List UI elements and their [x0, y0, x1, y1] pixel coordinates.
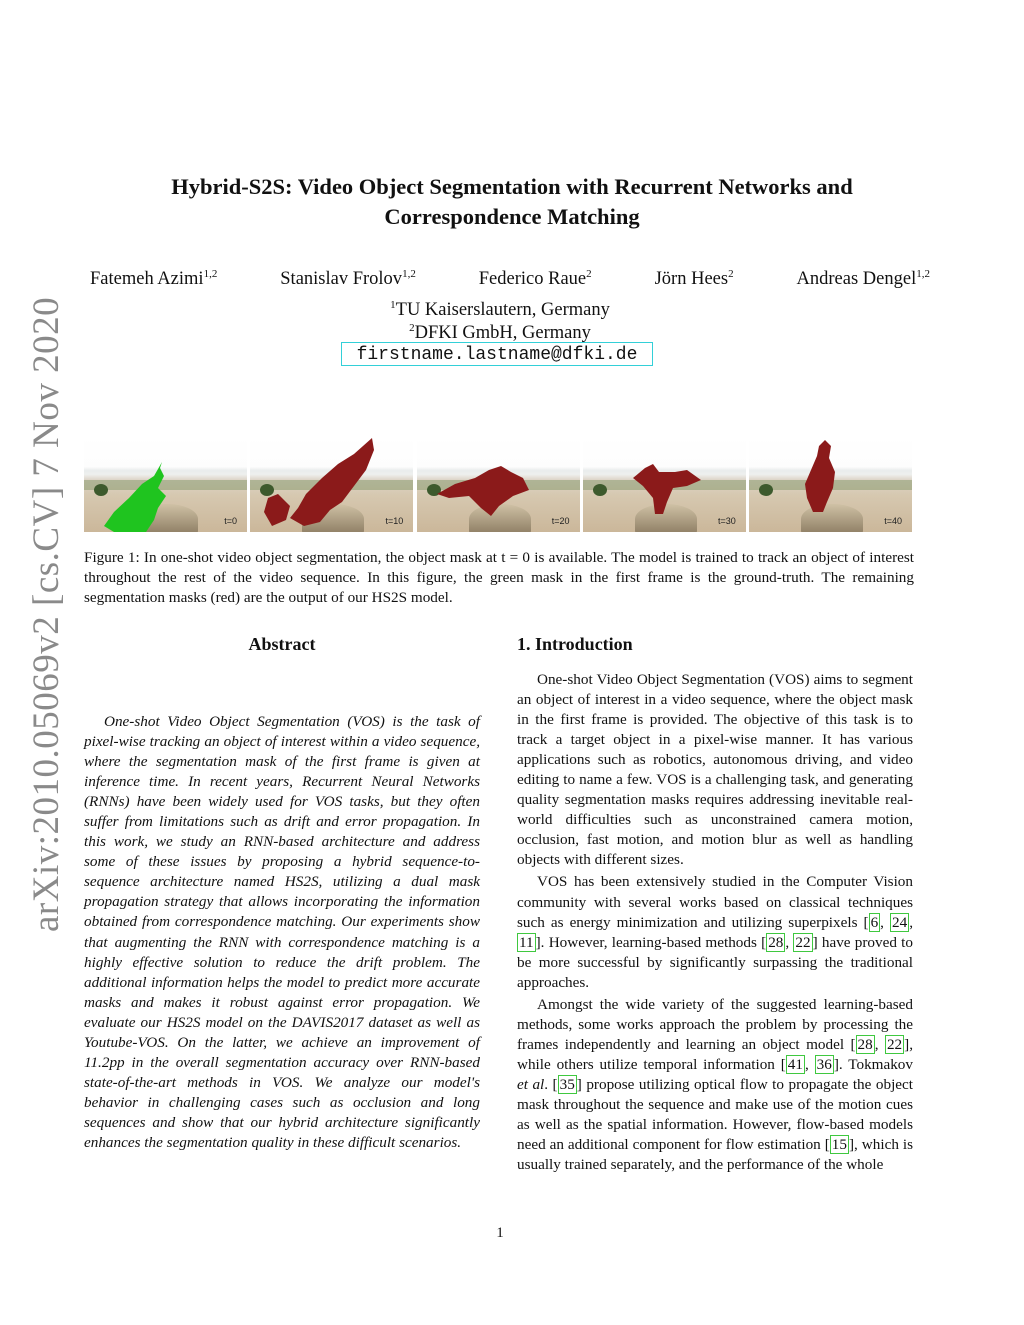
intro-paragraph: VOS has been extensively studied in the Computer Vision community with several works based on classical techniques such as energy minimization and utilizing superpixels [ 6 , 24 , 11 ]. However, learning-based methods [ 28 , 22 ] have proved to be more successful by significantly surpassing the traditional approaches. — [517, 873, 913, 991]
introduction-heading: 1. Introduction — [517, 634, 633, 654]
citation-link[interactable]: 24 — [892, 913, 908, 931]
citation-link[interactable]: 28 — [768, 933, 784, 951]
frame-label: t=10 — [385, 516, 404, 526]
intro-paragraph: Amongst the wide variety of the suggested learning-based methods, some works approach the problem by processing the frames independently and learning an object model [ 28 , 22 ], while others utilize temporal information [ 41 , 36 ]. Tokmakov et al. [ 35 ] propose utilizing optical flow to propagate the object mask throughout the sequence and make use of the motion cues as well as the spatial information. However, flow-based models need an additional component for flow estimation [ 15 ], which is usually trained separately, and the performance of the whole — [517, 995, 913, 1174]
figure-caption: Figure 1: In one-shot video object segmentation, the object mask at t = 0 is available. The model is trained to track an object of interest throughout the rest of the video sequence. In this figure, the green mask in the first frame is the ground-truth. The remaining segmentation masks (red) are the output of our HS2S model. — [84, 549, 914, 606]
author: Fatemeh Azimi$^{1,2}$ — [90, 268, 218, 290]
author: Andreas Dengel$^{1,2}$ — [796, 268, 930, 290]
frame-label: t=40 — [884, 516, 902, 526]
citation-link[interactable]: 6 — [870, 913, 879, 931]
frame-label: t=20 — [551, 516, 570, 526]
predicted-mask — [264, 438, 374, 526]
citation-link[interactable]: 15 — [831, 1136, 847, 1154]
author: Stanislav Frolov$^{1,2}$ — [280, 268, 416, 290]
video-frame — [84, 436, 247, 532]
affiliation: $^2$DFKI GmbH, Germany — [409, 322, 591, 344]
author: Federico Raue$^2$ — [478, 268, 592, 290]
video-frame — [583, 436, 746, 532]
abstract-paragraph: One-shot Video Object Segmentation (VOS) is the task of pixel-wise tracking an object of interest within a video sequence, where the segmentation mask of the first frame is given at inference time. In recent years, Recurrent Neural Networks (RNNs) have been widely used for VOS tasks, but they often suffer from limitations such as drift and error propagation. In this work, we study an RNN-based architecture and address some of these issues by proposing a hybrid sequence-to-sequence architecture named HS2S, utilizing a dual mask propagation strategy that allows incorporating the information obtained from correspondence matching. Our experiments show that augmenting the RNN with correspondence matching is a highly effective solution to reduce the drift problem. The additional information helps the model to predict more accurate masks and makes it robust against error propagation. We evaluate our HS2S model on the DAVIS2017 dataset as well as Youtube-VOS. On the latter, we achieve an improvement of 11.2pp in the overall segmentation accuracy over RNN-based state-of-the-art methods in VOS. We analyze our model's behavior in challenging cases such as occlusion and long sequences and show that our hybrid architecture significantly enhances the segmentation quality in these difficult scenarios. — [84, 713, 480, 1151]
citation-link[interactable]: 35 — [559, 1075, 575, 1093]
video-frame — [417, 436, 580, 532]
citation-link[interactable]: 41 — [787, 1055, 803, 1073]
video-frame — [749, 436, 912, 532]
green-mask-bird — [84, 436, 247, 532]
citation-link[interactable]: 11 — [519, 933, 534, 951]
frame-label: t=30 — [717, 516, 736, 526]
video-frame — [250, 436, 413, 532]
introduction-body — [517, 670, 913, 1177]
ground-truth-mask — [104, 462, 166, 532]
citation-link[interactable]: 22 — [795, 933, 811, 951]
abstract-heading: Abstract — [248, 634, 316, 654]
author: Jörn Hees$^2$ — [654, 268, 734, 290]
citation-link[interactable]: 36 — [816, 1055, 832, 1073]
figure-1 — [84, 436, 912, 532]
email-link[interactable]: firstname.lastname@dfki.de — [341, 342, 653, 366]
frame-label: t=0 — [224, 516, 237, 526]
predicted-mask — [437, 466, 529, 516]
citation-link[interactable]: 22 — [886, 1035, 903, 1053]
abstract-body — [84, 712, 480, 1153]
page-number: 1 — [496, 1225, 504, 1241]
arxiv-side-stamp: arXiv:2010.05069v2 [cs.CV] 7 Nov 2020 — [26, 296, 67, 932]
author-list — [80, 268, 940, 290]
predicted-mask — [633, 464, 701, 514]
citation-link[interactable]: 28 — [857, 1035, 873, 1053]
paper-title: Hybrid-S2S: Video Object Segmentation with Recurrent Networks and Correspondence Matching — [171, 174, 853, 229]
affiliation: $^1$TU Kaiserslautern, Germany — [390, 299, 610, 321]
intro-paragraph: One-shot Video Object Segmentation (VOS) aims to segment an object of interest in a video sequence, where the object mask in the first frame is provided. The objective of this task is to track a target object in a pixel-wise manner. It has various applications such as robotics, autonomous driving, and video editing to name a few. VOS is a challenging task, and generating quality segmentation masks requires addressing inevitable real-world difficulties such as unconstrained camera motion, occlusion, fast motion, and motion blur as well as handling objects with different sizes. — [517, 671, 913, 869]
predicted-mask — [805, 440, 835, 512]
